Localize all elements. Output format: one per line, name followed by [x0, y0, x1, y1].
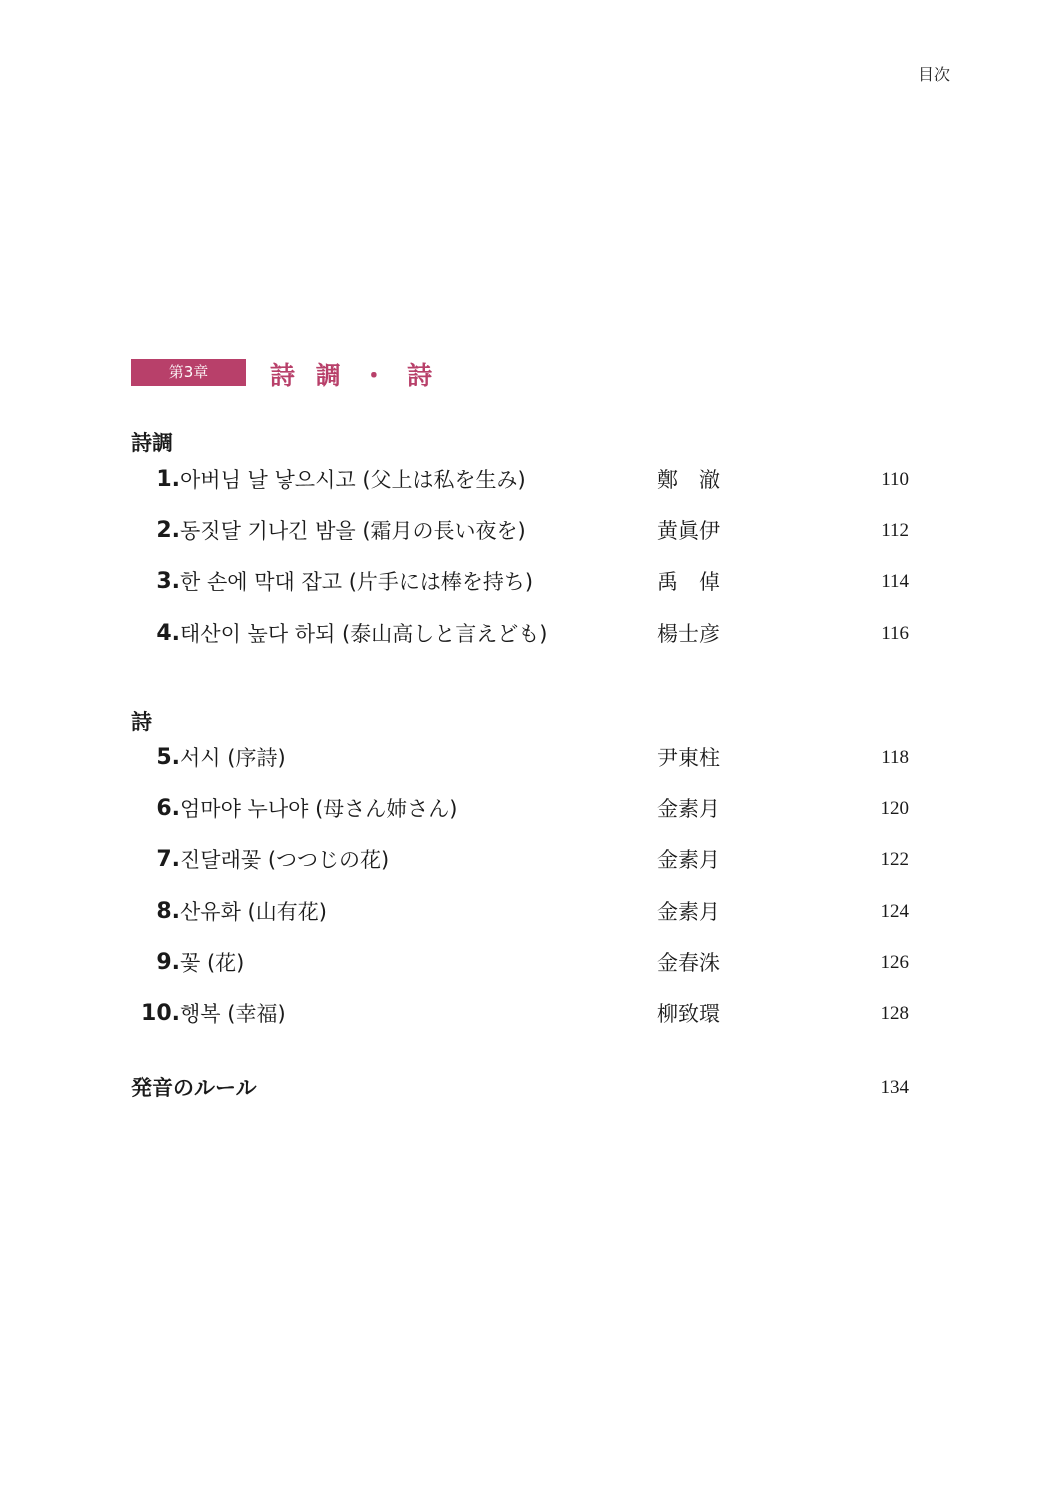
entry-page-number: 126	[880, 952, 909, 973]
toc-entry[interactable]	[0, 514, 1049, 548]
entry-page-number: 110	[881, 469, 909, 490]
entry-number: 4.	[156, 621, 180, 646]
toc-entry[interactable]	[0, 946, 1049, 980]
entry-number: 9.	[156, 950, 180, 975]
entry-title: 행복 (幸福)	[180, 1002, 286, 1026]
entry-author: 金春洙	[657, 951, 720, 975]
entry-page-number: 128	[880, 1003, 909, 1024]
entry-title: 꽃 (花)	[180, 951, 245, 975]
section-heading-shichou: 詩調	[131, 431, 173, 455]
entry-author: 黄眞伊	[657, 519, 720, 543]
appendix-page-number: 134	[880, 1077, 909, 1098]
entry-title: 동짓달 기나긴 밤을 (霜月の長い夜を)	[180, 519, 526, 543]
toc-entry[interactable]	[0, 565, 1049, 599]
entry-author: 柳致環	[657, 1002, 720, 1026]
toc-entry[interactable]	[0, 997, 1049, 1031]
entry-number: 5.	[156, 745, 180, 770]
entry-page-number: 112	[881, 520, 909, 541]
entry-author: 禹 倬	[657, 570, 720, 594]
entry-author: 金素月	[657, 848, 720, 872]
entry-number: 8.	[156, 899, 180, 924]
entry-number: 1.	[156, 467, 180, 492]
entry-author: 楊士彦	[657, 622, 720, 646]
entry-number: 7.	[156, 847, 180, 872]
toc-entry[interactable]	[0, 617, 1049, 651]
entry-title: 진달래꽃 (つつじの花)	[180, 848, 390, 872]
entry-page-number: 124	[880, 901, 909, 922]
toc-entry[interactable]	[0, 463, 1049, 497]
entry-author: 金素月	[657, 900, 720, 924]
entry-number: 10.	[141, 1001, 180, 1026]
entry-number: 6.	[156, 796, 180, 821]
entry-author: 金素月	[657, 797, 720, 821]
entry-title: 태산이 높다 하되 (泰山高しと言えども)	[180, 622, 548, 646]
entry-title: 서시 (序詩)	[180, 746, 286, 770]
entry-page-number: 120	[880, 798, 909, 819]
chapter-title: 詩 調 ・ 詩	[270, 361, 439, 390]
page-header-label: 目次	[918, 65, 951, 84]
toc-appendix-entry[interactable]	[0, 1071, 1049, 1105]
appendix-title: 発音のルール	[131, 1076, 257, 1100]
chapter-badge: 第3章	[131, 359, 246, 386]
entry-number: 3.	[156, 569, 180, 594]
entry-author: 尹東柱	[657, 746, 720, 770]
toc-entry[interactable]	[0, 843, 1049, 877]
entry-page-number: 114	[881, 571, 909, 592]
toc-entry[interactable]	[0, 741, 1049, 775]
entry-page-number: 118	[881, 747, 909, 768]
entry-author: 鄭 澈	[657, 468, 720, 492]
entry-number: 2.	[156, 518, 180, 543]
entry-title: 아버님 날 낳으시고 (父上は私を生み)	[180, 468, 526, 492]
entry-page-number: 122	[880, 849, 909, 870]
entry-title: 산유화 (山有花)	[180, 900, 327, 924]
toc-entry[interactable]	[0, 895, 1049, 929]
entry-page-number: 116	[881, 623, 909, 644]
entry-title: 한 손에 막대 잡고 (片手には棒を持ち)	[180, 570, 534, 594]
entry-title: 엄마야 누나야 (母さん姉さん)	[180, 797, 458, 821]
section-heading-shi: 詩	[131, 710, 152, 734]
toc-entry[interactable]	[0, 792, 1049, 826]
